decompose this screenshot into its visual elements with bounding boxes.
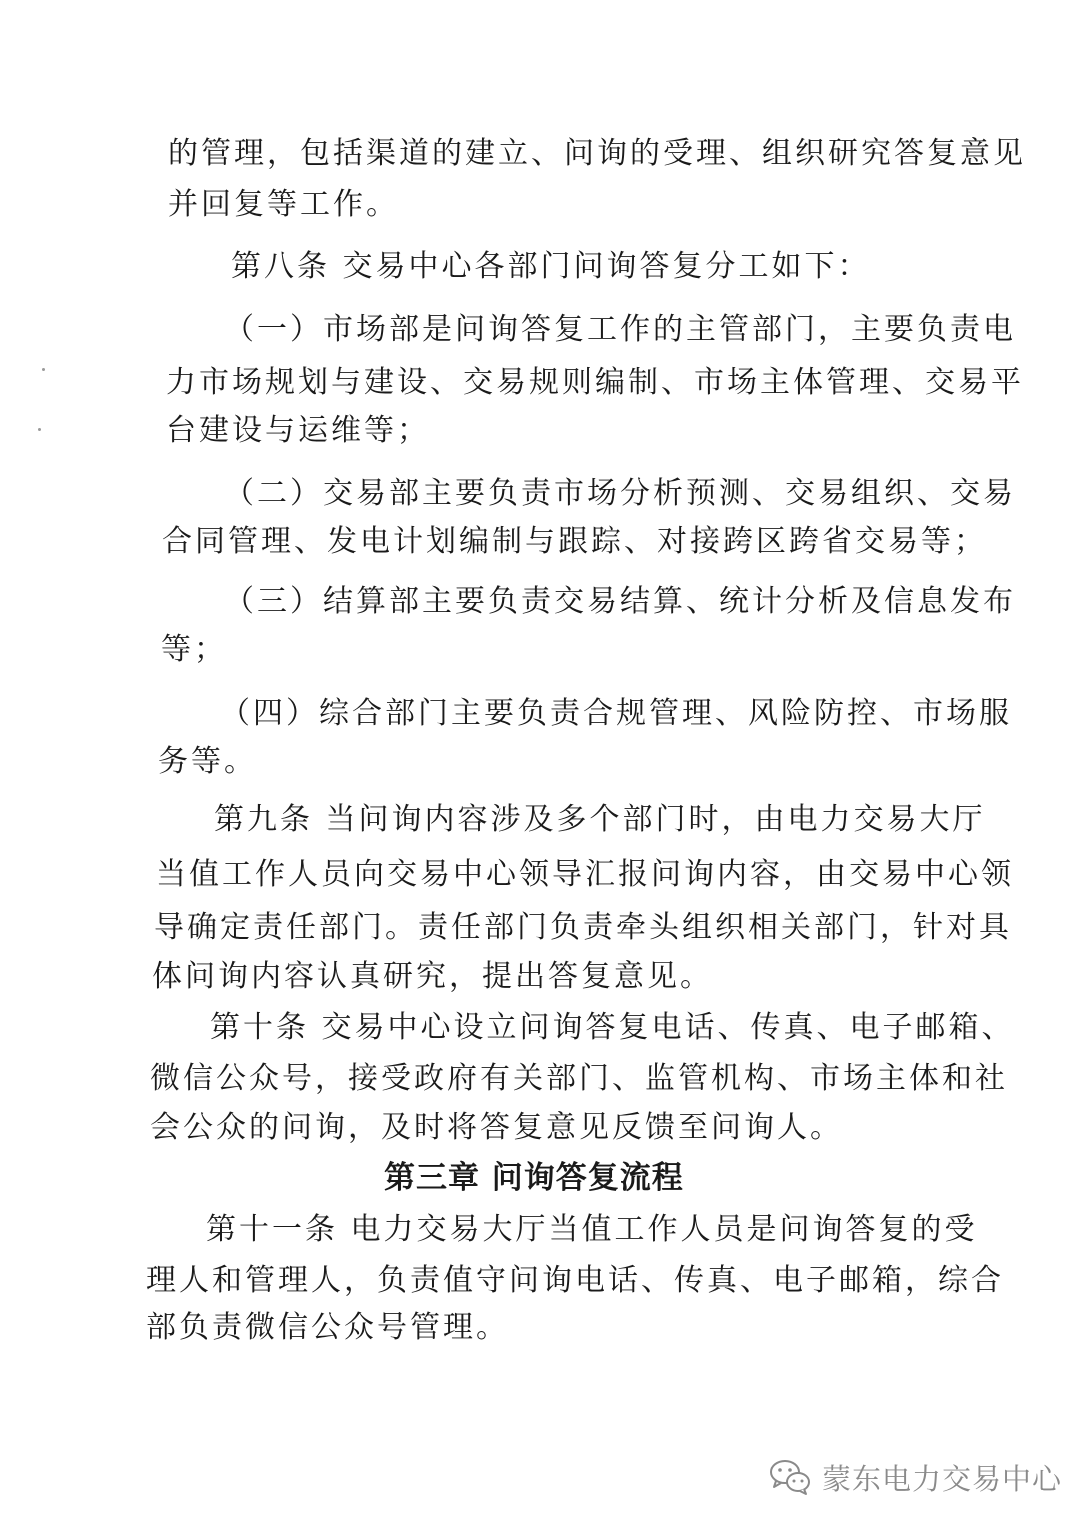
text-line: 部负责微信公众号管理。	[146, 1310, 509, 1345]
text-line: 等；	[161, 632, 227, 667]
scan-speck	[38, 428, 41, 431]
text-line: （三）结算部主要负责交易结算、统计分析及信息发布	[224, 584, 1016, 619]
text-line: 第八条 交易中心各部门问询答复分工如下：	[231, 249, 871, 284]
text-line: 的管理，包括渠道的建立、问询的受理、组织研究答复意见	[168, 136, 1026, 171]
wechat-icon	[768, 1457, 812, 1497]
text-line: 并回复等工作。	[168, 187, 399, 222]
text-line: （二）交易部主要负责市场分析预测、交易组织、交易	[224, 476, 1016, 511]
text-line: 力市场规划与建设、交易规则编制、市场主体管理、交易平	[166, 365, 1024, 400]
text-line: 体问询内容认真研究，提出答复意见。	[152, 959, 713, 994]
text-line: 微信公众号，接受政府有关部门、监管机构、市场主体和社	[150, 1061, 1008, 1096]
text-line: 合同管理、发电计划编制与跟踪、对接跨区跨省交易等；	[162, 524, 987, 559]
text-line: （四）综合部门主要负责合规管理、风险防控、市场服	[220, 696, 1012, 731]
scan-speck	[42, 368, 45, 371]
text-line: 第九条 当问询内容涉及多个部门时，由电力交易大厅	[214, 802, 986, 837]
text-line: 当值工作人员向交易中心领导汇报问询内容，由交易中心领	[156, 857, 1014, 892]
text-line: 台建设与运维等；	[166, 413, 430, 448]
text-line: 会公众的问询，及时将答复意见反馈至问询人。	[150, 1110, 843, 1145]
text-line: 导确定责任部门。责任部门负责牵头组织相关部门，针对具	[154, 910, 1012, 945]
text-line: 理人和管理人，负责值守问询电话、传真、电子邮箱，综合	[146, 1263, 1004, 1298]
text-line: 务等。	[158, 744, 257, 779]
watermark-text: 蒙东电力交易中心	[822, 1461, 1063, 1496]
watermark	[768, 1455, 1062, 1499]
text-line: 第十一条 电力交易大厅当值工作人员是问询答复的受	[206, 1212, 978, 1247]
text-line: 第十条 交易中心设立问询答复电话、传真、电子邮箱、	[210, 1010, 1015, 1045]
chapter-heading: 第三章 问询答复流程	[384, 1160, 684, 1196]
text-line: （一）市场部是问询答复工作的主管部门，主要负责电	[224, 312, 1016, 347]
